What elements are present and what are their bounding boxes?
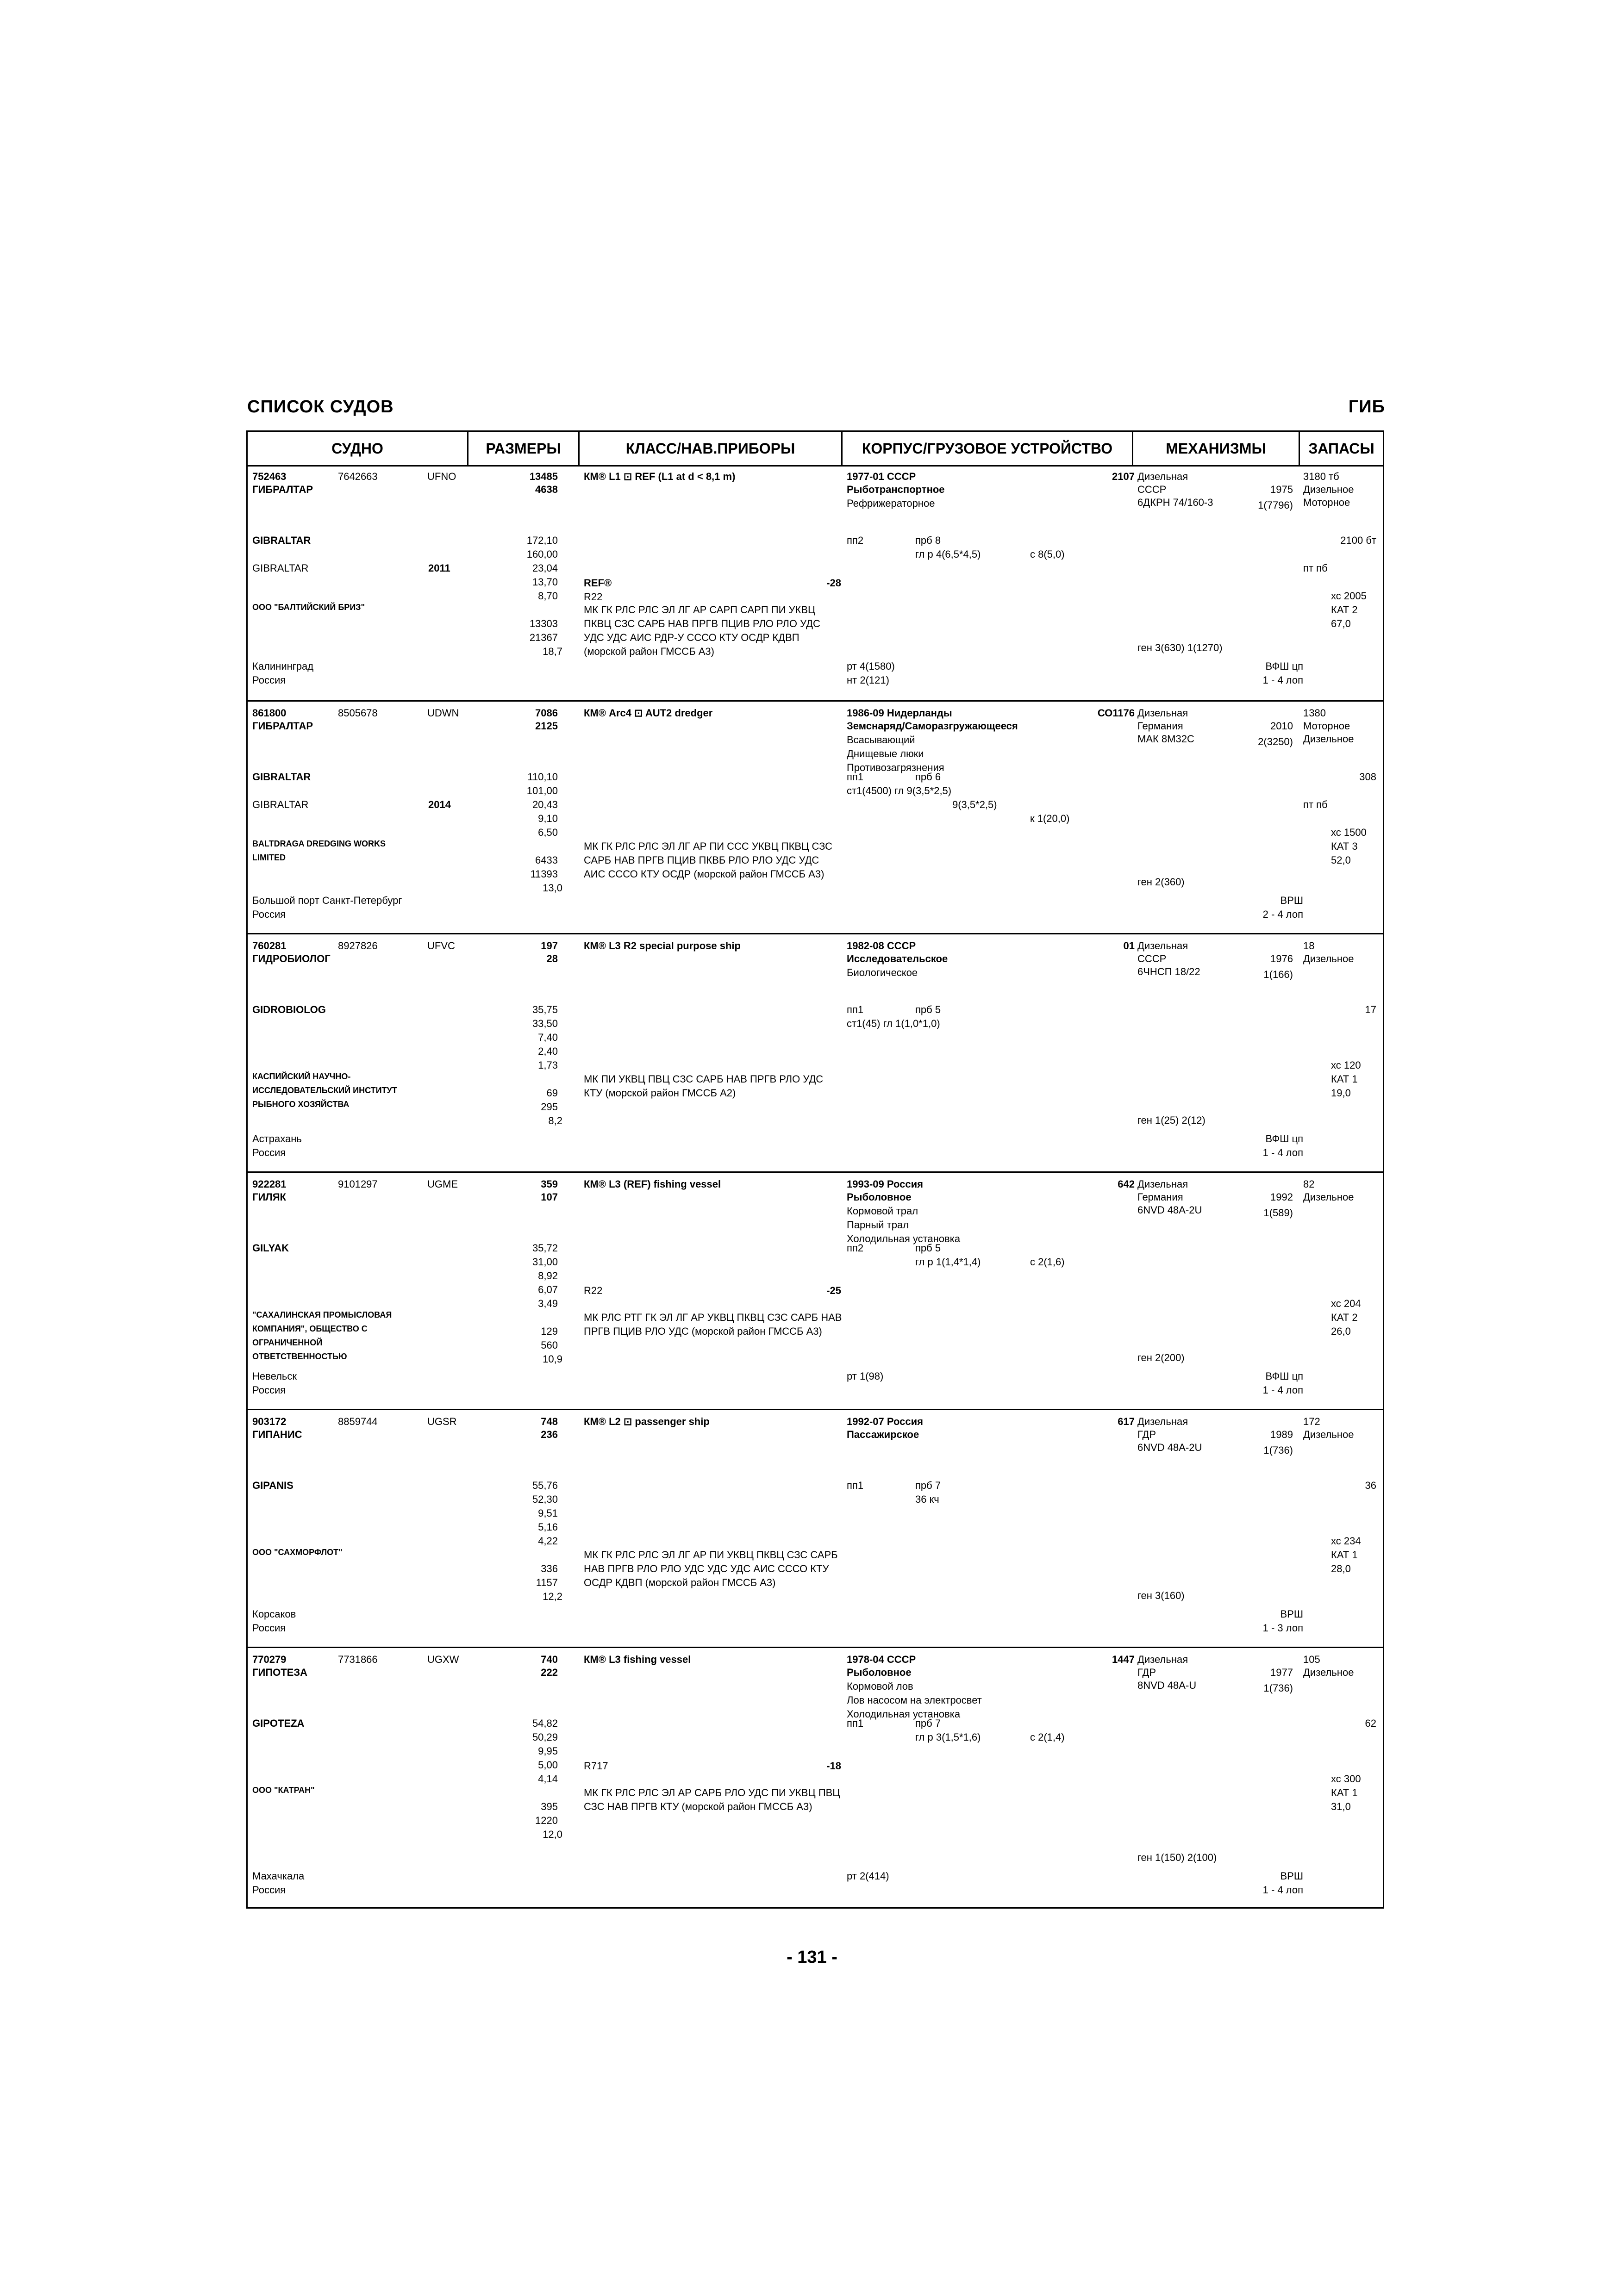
imo-number: 9101297 xyxy=(338,1178,378,1190)
hull-type-line: Биологическое xyxy=(847,967,918,978)
dimension-value: 110,10 xyxy=(527,771,558,783)
registry-port-latin: GIBRALTAR xyxy=(252,799,309,810)
hull-project-number: СО1176 xyxy=(1097,707,1135,719)
dimension-value: 55,76 xyxy=(532,1480,558,1491)
supply-fuel: Дизельное xyxy=(1303,484,1354,495)
dimension-value: 35,75 xyxy=(532,1004,558,1015)
ship-latin-name: GIBRALTAR xyxy=(252,535,311,546)
hull-type-line: Кормовой лов xyxy=(847,1680,913,1692)
hull-type-line: Днищевые люки xyxy=(847,748,924,759)
column-header-supplies: ЗАПАСЫ xyxy=(1299,432,1383,465)
ship-record xyxy=(248,1647,1383,1909)
navigation-equipment: МК ПИ УКВЦ ПВЦ СЗС САРБ НАВ ПРГВ РЛО УДС КТУ (морской район ГМССБ А2) xyxy=(584,1073,824,1099)
table-header xyxy=(248,432,1383,467)
supply-equipment: хс 204 xyxy=(1331,1298,1361,1309)
supply-fuel: Моторное xyxy=(1303,720,1350,732)
cargo-equipment: прб 8 xyxy=(915,535,941,546)
hull-type-line: Исследовательское xyxy=(847,953,948,964)
cargo-equipment: с 8(5,0) xyxy=(1030,548,1065,560)
country: Россия xyxy=(252,1147,286,1158)
hull-build-info: 1978-04 СССР xyxy=(847,1654,916,1665)
dimension-value: 21367 xyxy=(529,632,558,643)
dimension-value: 2,40 xyxy=(538,1045,558,1057)
ship-name: ГИБРАЛТАР xyxy=(252,720,313,732)
cargo-equipment: пп2 xyxy=(847,535,864,546)
ship-name: ГИБРАЛТАР xyxy=(252,484,313,495)
propeller-blades: 1 - 3 лоп xyxy=(1262,1622,1303,1634)
dimension-value: 18,7 xyxy=(543,646,562,657)
dimension-value: 28 xyxy=(546,953,558,964)
cargo-equipment: прб 6 xyxy=(915,771,941,783)
class-notation: КМ® L1 ⊡ REF (L1 at d < 8,1 m) xyxy=(584,471,736,482)
dimension-value: 172,10 xyxy=(526,535,558,546)
dimension-value: 101,00 xyxy=(526,785,558,796)
owner-name: BALTDRAGA DREDGING WORKS LIMITED xyxy=(252,839,386,862)
class-notation: КМ® Arc4 ⊡ AUT2 dredger xyxy=(584,707,713,719)
cargo-equipment: гл р 4(6,5*4,5) xyxy=(915,548,981,560)
cargo-equipment: 36 кч xyxy=(915,1493,939,1505)
hull-type-line: Рыболовное xyxy=(847,1191,912,1203)
country: Россия xyxy=(252,1384,286,1396)
column-header-hull: КОРПУС/ГРУЗОВОЕ УСТРОЙСТВО xyxy=(841,432,1132,465)
engine-power: 1(589) xyxy=(1263,1207,1293,1219)
supply-fuel: 172 xyxy=(1303,1416,1320,1427)
hull-build-info: 1993-09 Россия xyxy=(847,1178,923,1190)
dimension-value: 197 xyxy=(541,940,558,952)
dimension-value: 69 xyxy=(546,1087,558,1099)
supply-fuel: 3180 тб xyxy=(1303,471,1339,482)
hull-build-info: 1986-09 Нидерланды xyxy=(847,707,952,719)
country: Россия xyxy=(252,908,286,920)
dimension-value: 52,30 xyxy=(532,1493,558,1505)
dimension-value: 6,50 xyxy=(538,827,558,838)
cargo-equipment: 9(3,5*2,5) xyxy=(952,799,997,810)
hold-capacity: нт 2(121) xyxy=(847,674,889,686)
dimension-value: 236 xyxy=(541,1429,558,1440)
ship-record xyxy=(248,465,1383,700)
ship-record xyxy=(248,933,1383,1171)
supply-equipment: хс 120 xyxy=(1331,1059,1361,1071)
engine-model: 6ЧНСП 18/22 xyxy=(1137,966,1200,977)
ship-record xyxy=(248,1171,1383,1409)
generator: ген 2(200) xyxy=(1137,1352,1185,1363)
engine-model: МАК 8М32С xyxy=(1137,733,1194,745)
supply-equipment: КАТ 2 xyxy=(1331,604,1358,616)
hull-type-line: Противозагрязнения xyxy=(847,762,944,773)
imo-number: 8505678 xyxy=(338,707,378,719)
cargo-equipment: с 2(1,6) xyxy=(1030,1256,1065,1268)
registry-port-latin: GIBRALTAR xyxy=(252,562,309,574)
owner-name: ООО "БАЛТИЙСКИЙ БРИЗ" xyxy=(252,603,365,612)
hull-type-line: Холодильная установка xyxy=(847,1233,961,1244)
class-extra: R717 xyxy=(584,1760,608,1772)
hull-type-line: Лов насосом на электросвет xyxy=(847,1694,982,1706)
generator: ген 3(630) 1(1270) xyxy=(1137,642,1223,653)
propeller-type: ВРШ xyxy=(1280,1870,1303,1882)
dimension-value: 35,72 xyxy=(532,1242,558,1254)
supply-equipment: КАТ 2 xyxy=(1331,1312,1358,1323)
dimension-value: 4638 xyxy=(535,484,558,495)
generator: ген 2(360) xyxy=(1137,876,1185,888)
dimension-value: 160,00 xyxy=(526,548,558,560)
engine-power: 1(166) xyxy=(1263,969,1293,980)
dimension-value: 9,10 xyxy=(538,813,558,824)
country: Россия xyxy=(252,1884,286,1896)
ship-id: 770279 xyxy=(252,1654,287,1665)
class-notation: КМ® L2 ⊡ passenger ship xyxy=(584,1416,710,1427)
hull-type-line: Земснаряд/Саморазгружающееся xyxy=(847,720,1018,732)
dimension-value: 222 xyxy=(541,1667,558,1678)
call-sign: UGXW xyxy=(427,1654,459,1665)
cargo-equipment: прб 7 xyxy=(915,1480,941,1491)
page-title: СПИСОК СУДОВ xyxy=(247,397,394,417)
ship-latin-name: GIPOTEZA xyxy=(252,1717,305,1729)
build-year: 2014 xyxy=(428,799,451,810)
home-port: Невельск xyxy=(252,1370,297,1382)
supply-fuel: Дизельное xyxy=(1303,1191,1354,1203)
supply-equipment: хс 1500 xyxy=(1331,827,1367,838)
hold-capacity: рт 1(98) xyxy=(847,1370,884,1382)
cargo-equipment: ст1(45) гл 1(1,0*1,0) xyxy=(847,1018,940,1029)
engine-country: ГДР xyxy=(1137,1429,1156,1440)
supply-fuel: Дизельное xyxy=(1303,1429,1354,1440)
imo-number: 8859744 xyxy=(338,1416,378,1427)
hull-type-line: Кормовой трал xyxy=(847,1205,918,1217)
ship-record xyxy=(248,700,1383,933)
navigation-equipment: МК ГК РЛС РЛС ЭЛ ЛГ АР САРП САРП ПИ УКВЦ ПКВЦ СЗС САРБ НАВ ПРГВ ПЦИВ РЛО РЛО УДС УДС УДС АИС РДР-У СССО КТУ ОСДР КДВП (морской район ГМССБ А3) xyxy=(584,604,820,657)
dimension-value: 9,51 xyxy=(538,1507,558,1519)
engine-model: 6ДКРН 74/160-3 xyxy=(1137,497,1213,508)
engine-country: Германия xyxy=(1137,1191,1183,1203)
engine-country: СССР xyxy=(1137,484,1167,495)
hull-build-info: 1992-07 Россия xyxy=(847,1416,923,1427)
supply-fuel: 18 xyxy=(1303,940,1315,952)
generator: ген 3(160) xyxy=(1137,1590,1185,1601)
ship-name: ГИДРОБИОЛОГ xyxy=(252,953,331,964)
propeller-blades: 1 - 4 лоп xyxy=(1262,674,1303,686)
dimension-value: 6,07 xyxy=(538,1284,558,1295)
dimension-value: 5,00 xyxy=(538,1759,558,1771)
engine-power: 1(7796) xyxy=(1258,499,1293,511)
home-port: Корсаков xyxy=(252,1608,296,1620)
ship-id: 903172 xyxy=(252,1416,287,1427)
engine-type: Дизельная xyxy=(1137,1416,1188,1427)
cargo-equipment: пп1 xyxy=(847,1004,864,1015)
engine-type: Дизельная xyxy=(1137,1178,1188,1190)
navigation-equipment: МК ГК РЛС РЛС ЭЛ ЛГ АР ПИ УКВЦ ПКВЦ СЗС САРБ НАВ ПРГВ РЛО РЛО УДС УДС УДС АИС СССО КТУ ОСДР КДВП (морской район ГМССБ А3) xyxy=(584,1549,838,1588)
supply-equipment: 28,0 xyxy=(1331,1563,1351,1574)
hull-type-line: Рефрижераторное xyxy=(847,498,935,509)
cargo-equipment: прб 5 xyxy=(915,1004,941,1015)
supply-value: 308 xyxy=(1359,771,1376,783)
dimension-value: 336 xyxy=(541,1563,558,1574)
owner-name: КАСПИЙСКИЙ НАУЧНО-ИССЛЕДОВАТЕЛЬСКИЙ ИНСТИТУТ РЫБНОГО ХОЗЯЙСТВА xyxy=(252,1072,397,1109)
generator: ген 1(25) 2(12) xyxy=(1137,1114,1206,1126)
propeller-blades: 2 - 4 лоп xyxy=(1262,908,1303,920)
hull-project-number: 642 xyxy=(1118,1178,1135,1190)
dimension-value: 8,70 xyxy=(538,590,558,602)
engine-country: СССР xyxy=(1137,953,1167,964)
dimension-value: 4,14 xyxy=(538,1773,558,1785)
call-sign: UFNO xyxy=(427,471,456,482)
imo-number: 7642663 xyxy=(338,471,378,482)
class-notation: КМ® L3 (REF) fishing vessel xyxy=(584,1178,721,1190)
column-header-dimensions: РАЗМЕРЫ xyxy=(467,432,578,465)
supply-equipment: КАТ 1 xyxy=(1331,1549,1358,1561)
generator: ген 1(150) 2(100) xyxy=(1137,1852,1217,1863)
dimension-value: 4,22 xyxy=(538,1535,558,1547)
owner-name: "САХАЛИНСКАЯ ПРОМЫСЛОВАЯ КОМПАНИЯ", ОБЩЕСТВО С ОГРАНИЧЕННОЙ ОТВЕТСТВЕННОСТЬЮ xyxy=(252,1310,392,1361)
ship-record xyxy=(248,1409,1383,1647)
class-extra: R22 xyxy=(584,1285,603,1296)
dimension-value: 6433 xyxy=(535,854,558,866)
cargo-equipment: гл р 1(1,4*1,4) xyxy=(915,1256,981,1268)
column-header-class: КЛАСС/НАВ.ПРИБОРЫ xyxy=(578,432,841,465)
hull-type-line: Рыболовное xyxy=(847,1667,912,1678)
call-sign: UGME xyxy=(427,1178,458,1190)
engine-country: ГДР xyxy=(1137,1667,1156,1678)
dimension-value: 5,16 xyxy=(538,1521,558,1533)
supply-equipment: 67,0 xyxy=(1331,618,1351,629)
home-port: Астрахань xyxy=(252,1133,302,1145)
cargo-equipment: пп1 xyxy=(847,1717,864,1729)
class-extra: REF® xyxy=(584,577,612,589)
dimension-value: 12,2 xyxy=(543,1591,562,1602)
cargo-equipment: прб 7 xyxy=(915,1717,941,1729)
owner-name: ООО "КАТРАН" xyxy=(252,1786,315,1795)
dimension-value: 107 xyxy=(541,1191,558,1203)
call-sign: UDWN xyxy=(427,707,459,719)
supply-equipment: хс 234 xyxy=(1331,1535,1361,1547)
navigation-equipment: МК ГК РЛС РЛС ЭЛ ЛГ АР ПИ ССС УКВЦ ПКВЦ СЗС САРБ НАВ ПРГВ ПЦИВ ПКВБ РЛО РЛО УДС УДС АИС СССО КТУ ОСДР (морской район ГМССБ А3) xyxy=(584,840,833,880)
ship-id: 760281 xyxy=(252,940,287,952)
ship-id: 861800 xyxy=(252,707,287,719)
dimension-value: 50,29 xyxy=(532,1731,558,1743)
engine-type: Дизельная xyxy=(1137,471,1188,482)
dimension-value: 23,04 xyxy=(532,562,558,574)
engine-model: 6NVD 48A-2U xyxy=(1137,1442,1202,1453)
supply-equipment: хс 2005 xyxy=(1331,590,1367,602)
cargo-equipment: пп1 xyxy=(847,1480,864,1491)
dimension-value: 31,00 xyxy=(532,1256,558,1268)
engine-power: 1(736) xyxy=(1263,1444,1293,1456)
imo-number: 8927826 xyxy=(338,940,378,952)
dimension-value: 1220 xyxy=(535,1815,558,1826)
supply-equipment: 19,0 xyxy=(1331,1087,1351,1099)
supply-fuel: 105 xyxy=(1303,1654,1320,1665)
engine-year: 1992 xyxy=(1270,1191,1293,1203)
hull-project-number: 617 xyxy=(1118,1416,1135,1427)
dimension-value: 10,9 xyxy=(543,1353,562,1365)
supply-value: 17 xyxy=(1365,1004,1376,1015)
hull-type-line: Холодильная установка xyxy=(847,1708,961,1720)
hull-project-number: 2107 xyxy=(1112,471,1135,482)
supply-equipment: КАТ 3 xyxy=(1331,840,1358,852)
ship-id: 752463 xyxy=(252,471,287,482)
navigation-equipment: МК РЛС РТГ ГК ЭЛ ЛГ АР УКВЦ ПКВЦ СЗС САРБ НАВ ПРГВ ПЦИВ РЛО УДС (морской район ГМССБ А3) xyxy=(584,1312,842,1337)
hull-build-info: 1982-08 СССР xyxy=(847,940,916,952)
dimension-value: 295 xyxy=(541,1101,558,1113)
engine-power: 1(736) xyxy=(1263,1682,1293,1694)
supply-equipment: 31,0 xyxy=(1331,1801,1351,1812)
dimension-value: 33,50 xyxy=(532,1018,558,1029)
dimension-value: 12,0 xyxy=(543,1829,562,1840)
dimension-value: 8,92 xyxy=(538,1270,558,1282)
engine-year: 2010 xyxy=(1270,720,1293,732)
country: Россия xyxy=(252,674,286,686)
hold-capacity: рт 2(414) xyxy=(847,1870,889,1882)
engine-country: Германия xyxy=(1137,720,1183,732)
propeller-type: ВФШ цп xyxy=(1265,1133,1303,1145)
cargo-equipment: к 1(20,0) xyxy=(1030,813,1070,824)
cargo-equipment: ст1(4500) гл 9(3,5*2,5) xyxy=(847,785,952,796)
dimension-value: 13303 xyxy=(529,618,558,629)
cargo-equipment: гл р 3(1,5*1,6) xyxy=(915,1731,981,1743)
engine-year: 1977 xyxy=(1270,1667,1293,1678)
dimension-value: 7,40 xyxy=(538,1032,558,1043)
ship-latin-name: GILYAK xyxy=(252,1242,289,1254)
class-extra: R22 xyxy=(584,591,603,603)
imo-number: 7731866 xyxy=(338,1654,378,1665)
refrigeration-temp: -18 xyxy=(826,1760,841,1772)
propeller-blades: 1 - 4 лоп xyxy=(1262,1884,1303,1896)
supply-fuel: 82 xyxy=(1303,1178,1315,1190)
refrigeration-temp: -28 xyxy=(826,577,841,589)
engine-year: 1976 xyxy=(1270,953,1293,964)
supply-value: 2100 бт xyxy=(1340,535,1376,546)
dimension-value: 7086 xyxy=(535,707,558,719)
call-sign: UGSR xyxy=(427,1416,457,1427)
column-header-machinery: МЕХАНИЗМЫ xyxy=(1132,432,1299,465)
engine-model: 8NVD 48A-U xyxy=(1137,1680,1197,1691)
propeller-blades: 1 - 4 лоп xyxy=(1262,1384,1303,1396)
hull-type-line: Пассажирское xyxy=(847,1429,919,1440)
supply-equipment: 52,0 xyxy=(1331,854,1351,866)
dimension-value: 1157 xyxy=(536,1577,558,1588)
hull-type-line: Парный трал xyxy=(847,1219,909,1231)
engine-type: Дизельная xyxy=(1137,1654,1188,1665)
dimension-value: 13,70 xyxy=(532,576,558,588)
dimension-value: 13,0 xyxy=(543,882,562,894)
page-number: - 131 - xyxy=(787,1948,837,1967)
propeller-type: ВРШ xyxy=(1280,895,1303,906)
engine-power: 2(3250) xyxy=(1258,736,1293,747)
engine-year: 1975 xyxy=(1270,484,1293,495)
ship-latin-name: GIPANIS xyxy=(252,1480,294,1491)
supply-fuel: Дизельное xyxy=(1303,1667,1354,1678)
dimension-value: 8,2 xyxy=(548,1115,562,1126)
supply-equipment: 26,0 xyxy=(1331,1325,1351,1337)
hull-project-number: 1447 xyxy=(1112,1654,1135,1665)
supply-value: пт пб xyxy=(1303,562,1328,574)
ship-name: ГИПАНИС xyxy=(252,1429,302,1440)
class-notation: КМ® L3 fishing vessel xyxy=(584,1654,691,1665)
dimension-value: 2125 xyxy=(535,720,558,732)
class-notation: КМ® L3 R2 special purpose ship xyxy=(584,940,741,952)
dimension-value: 359 xyxy=(541,1178,558,1190)
country: Россия xyxy=(252,1622,286,1634)
ship-name: ГИПОТЕЗА xyxy=(252,1667,307,1678)
ship-latin-name: GIBRALTAR xyxy=(252,771,311,783)
dimension-value: 129 xyxy=(541,1325,558,1337)
ship-id: 922281 xyxy=(252,1178,287,1190)
propeller-blades: 1 - 4 лоп xyxy=(1262,1147,1303,1158)
ship-latin-name: GIDROBIOLOG xyxy=(252,1004,326,1015)
home-port: Махачкала xyxy=(252,1870,305,1882)
supply-value: 36 xyxy=(1365,1480,1376,1491)
hull-project-number: 01 xyxy=(1123,940,1135,952)
dimension-value: 395 xyxy=(541,1801,558,1812)
supply-fuel: Моторное xyxy=(1303,497,1350,508)
propeller-type: ВФШ цп xyxy=(1265,660,1303,672)
engine-model: 6NVD 48A-2U xyxy=(1137,1204,1202,1216)
dimension-value: 1,73 xyxy=(538,1059,558,1071)
dimension-value: 740 xyxy=(541,1654,558,1665)
propeller-type: ВФШ цп xyxy=(1265,1370,1303,1382)
column-header-ship: СУДНО xyxy=(331,440,383,457)
supply-value: 62 xyxy=(1365,1717,1376,1729)
hold-capacity: рт 4(1580) xyxy=(847,660,895,672)
build-year: 2011 xyxy=(428,562,450,574)
hull-type-line: Всасывающий xyxy=(847,734,915,746)
home-port: Калининград xyxy=(252,660,314,672)
dimension-value: 9,95 xyxy=(538,1745,558,1757)
page-section-code: ГИБ xyxy=(1348,397,1385,417)
ship-name: ГИЛЯК xyxy=(252,1191,286,1203)
supply-equipment: КАТ 1 xyxy=(1331,1787,1358,1798)
dimension-value: 560 xyxy=(541,1339,558,1351)
cargo-equipment: с 2(1,4) xyxy=(1030,1731,1065,1743)
dimension-value: 54,82 xyxy=(532,1717,558,1729)
supply-fuel: 1380 xyxy=(1303,707,1326,719)
supply-equipment: хс 300 xyxy=(1331,1773,1361,1785)
supply-fuel: Дизельное xyxy=(1303,953,1354,964)
propeller-type: ВРШ xyxy=(1280,1608,1303,1620)
home-port: Большой порт Санкт-Петербург xyxy=(252,895,402,906)
cargo-equipment: прб 5 xyxy=(915,1242,941,1254)
call-sign: UFVC xyxy=(427,940,455,952)
refrigeration-temp: -25 xyxy=(826,1285,841,1296)
hull-type-line: Рыботранспортное xyxy=(847,484,945,495)
supply-fuel: Дизельное xyxy=(1303,733,1354,745)
cargo-equipment: пп2 xyxy=(847,1242,864,1254)
cargo-equipment: пп1 xyxy=(847,771,864,783)
supply-value: пт пб xyxy=(1303,799,1328,810)
hull-build-info: 1977-01 СССР xyxy=(847,471,916,482)
dimension-value: 20,43 xyxy=(532,799,558,810)
dimension-value: 11393 xyxy=(530,868,558,880)
supply-equipment: КАТ 1 xyxy=(1331,1073,1358,1085)
dimension-value: 748 xyxy=(541,1416,558,1427)
engine-type: Дизельная xyxy=(1137,707,1188,719)
ship-register-table xyxy=(246,430,1384,1909)
navigation-equipment: МК ГК РЛС РЛС ЭЛ АР САРБ РЛО УДС ПИ УКВЦ ПВЦ СЗС НАВ ПРГВ КТУ (морской район ГМССБ А3) xyxy=(584,1787,840,1812)
dimension-value: 13485 xyxy=(529,471,558,482)
engine-year: 1989 xyxy=(1270,1429,1293,1440)
owner-name: ООО "САХМОРФЛОТ" xyxy=(252,1548,343,1557)
dimension-value: 3,49 xyxy=(538,1298,558,1309)
engine-type: Дизельная xyxy=(1137,940,1188,952)
